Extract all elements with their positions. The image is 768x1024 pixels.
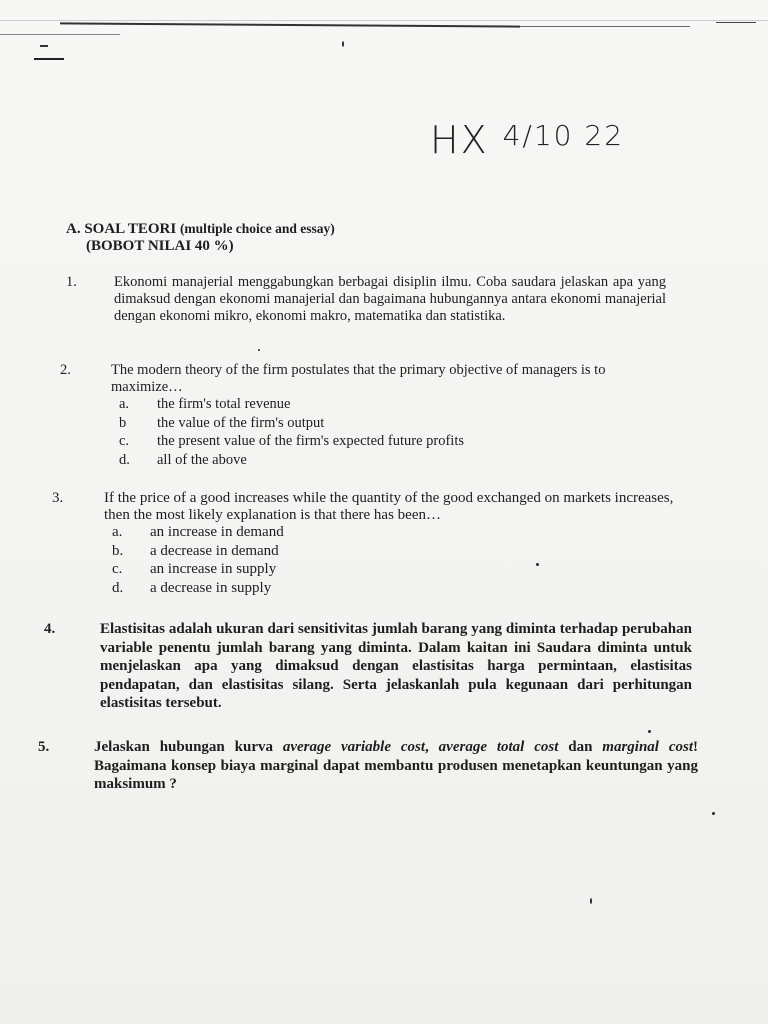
- question-text: Ekonomi manajerial menggabungkan berbagai disiplin ilmu. Coba saudara jelaskan apa yang dimaksud dengan ekonomi manajerial dan bagaimana hubungannya antara ekonomi manajerial dengan ekonomi mikro, ekonomi makro, matematika dan statistika.: [114, 274, 667, 324]
- option-a[interactable]: [111, 396, 660, 415]
- option-letter: b.: [112, 542, 124, 559]
- handwritten-date: 4/10 22: [502, 119, 625, 152]
- question-text-part: ! Bagaimana konsep biaya marginal dapat membantu produsen menetapkan keuntungan yang maksimum ?: [94, 739, 699, 792]
- question-text-part: Jelaskan hubungan kurva: [94, 739, 283, 755]
- option-letter: d.: [119, 451, 130, 468]
- scan-speck: [590, 898, 592, 904]
- option-letter: b: [119, 414, 127, 431]
- option-text: an increase in supply: [150, 561, 277, 577]
- option-d[interactable]: [111, 452, 660, 471]
- scan-edge-line: [60, 22, 520, 27]
- option-c[interactable]: [111, 433, 660, 452]
- option-b[interactable]: [111, 415, 660, 434]
- question-text: Elastisitas adalah ukuran dari sensitivitas jumlah barang yang diminta terhadap perubahan variable penentu jumlah barang yang diminta. Dalam kaitan ini Saudara diminta untuk menjelaskan apa yang dimaksud dengan elastisitas harga permintaan, elastisitas pendapatan, dan elastisitas silang. Serta jelaskanlah pula kegunaan dari perhitungan elastisitas tersebut.: [100, 621, 692, 711]
- option-text: the firm's total revenue: [157, 396, 291, 412]
- question-number: 1.: [66, 274, 77, 290]
- option-text: a decrease in supply: [150, 579, 272, 596]
- option-letter: a.: [112, 524, 123, 540]
- option-text: an increase in demand: [150, 524, 284, 540]
- scan-speck: [712, 812, 715, 815]
- handwritten-initials: HX: [430, 118, 489, 162]
- scan-edge-line: [0, 20, 768, 21]
- option-d[interactable]: [104, 580, 682, 599]
- option-text: a decrease in demand: [150, 542, 279, 559]
- term-average-total-cost: average total cost: [438, 739, 559, 755]
- option-letter: d.: [112, 579, 124, 596]
- question-number: 5.: [38, 739, 50, 755]
- question-number: 3.: [52, 490, 64, 506]
- question-text: If the price of a good increases while the quantity of the good exchanged on markets increases, then the most likely explanation is that there has been…: [104, 490, 674, 523]
- options-list: [111, 396, 660, 470]
- term-marginal: marginal: [602, 739, 659, 755]
- scan-edge-line: [520, 26, 690, 27]
- section-weight: (BOBOT NILAI 40 %): [86, 238, 234, 254]
- option-letter: c.: [112, 561, 123, 577]
- scan-edge-line: [0, 34, 120, 35]
- scan-edge-line: [716, 22, 756, 23]
- option-a[interactable]: [104, 524, 682, 543]
- scan-mark: [34, 58, 64, 60]
- scan-speck: [258, 349, 260, 351]
- section-title: [66, 219, 335, 239]
- handwritten-note: [430, 118, 624, 162]
- scan-mark: [40, 45, 48, 47]
- question-number: 4.: [44, 621, 56, 637]
- question-body: [111, 362, 660, 470]
- section-title-text: A. SOAL TEORI: [66, 221, 177, 237]
- question-text-part: dan: [558, 739, 603, 755]
- question-number: 2.: [60, 362, 71, 378]
- term-average-variable-cost: average variable cost: [282, 739, 426, 755]
- option-letter: c.: [119, 433, 130, 449]
- question-text-part: ,: [425, 739, 439, 755]
- option-b[interactable]: [104, 543, 682, 562]
- term-cost: cost: [668, 739, 694, 755]
- option-letter: a.: [119, 396, 130, 412]
- question-text: The modern theory of the firm postulates that the primary objective of managers is to maximize…: [111, 362, 606, 395]
- scan-speck: [342, 41, 344, 47]
- option-text: the present value of the firm's expected future profits: [157, 433, 464, 449]
- option-text: all of the above: [157, 451, 247, 468]
- scan-speck: [648, 730, 651, 733]
- question-body: [104, 490, 682, 598]
- section-title-note: (multiple choice and essay): [179, 221, 335, 236]
- question-text: [94, 738, 698, 794]
- option-text: the value of the firm's output: [157, 414, 325, 431]
- options-list: [104, 524, 682, 598]
- option-c[interactable]: [104, 561, 682, 580]
